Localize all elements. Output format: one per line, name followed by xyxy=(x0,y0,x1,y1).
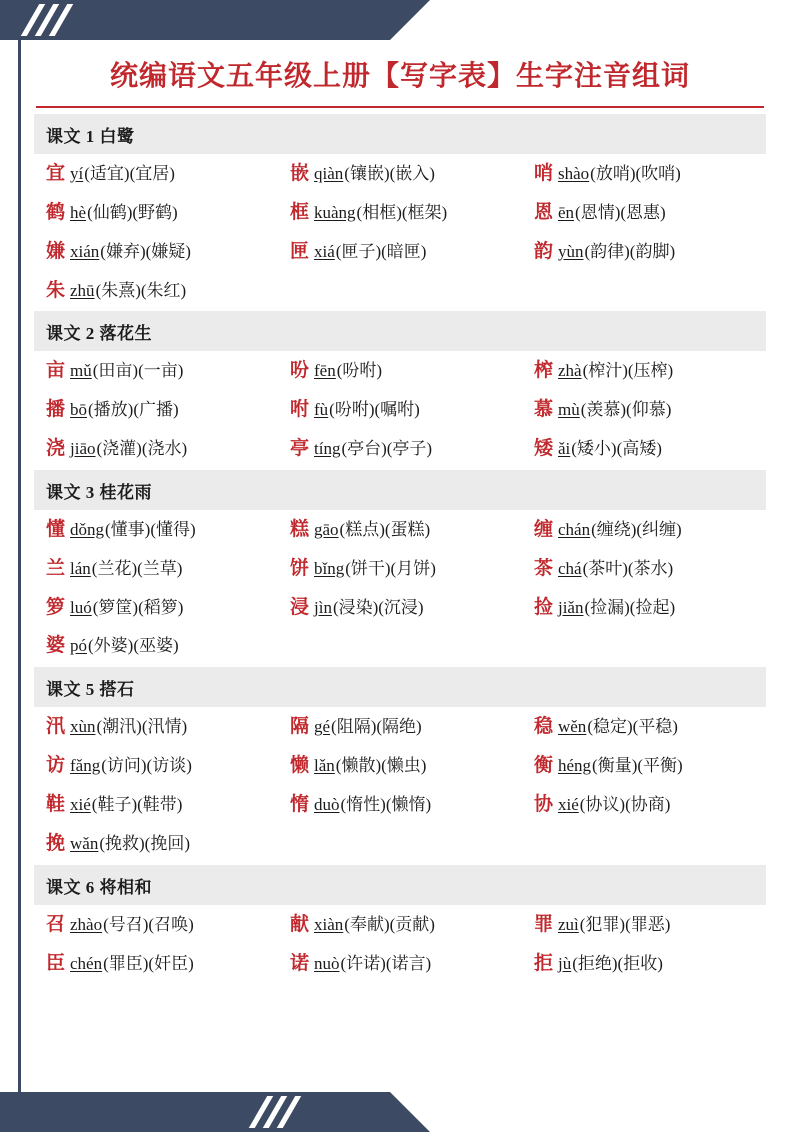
entry-character: 鹤 xyxy=(46,201,66,223)
entry-character: 朱 xyxy=(46,279,66,301)
character-entry xyxy=(278,360,522,382)
character-entry xyxy=(522,953,766,975)
character-entry xyxy=(522,438,766,460)
character-entry xyxy=(278,794,522,816)
character-entry xyxy=(522,241,766,263)
entry-words: (嫌弃)(嫌疑) xyxy=(100,241,191,261)
entry-words: (朱熹)(朱红) xyxy=(95,280,187,300)
entry-words: (潮汛)(汛情) xyxy=(96,717,188,737)
entry-pinyin: xié xyxy=(70,794,91,814)
entry-words: (适宜)(宜居) xyxy=(84,164,175,183)
lesson-heading: 课文 3 桂花雨 xyxy=(34,470,766,510)
entry-pinyin: zuì xyxy=(557,914,579,934)
character-entry xyxy=(522,360,766,382)
character-entry xyxy=(278,755,522,777)
entry-pinyin: fēn xyxy=(314,361,336,381)
entry-character: 挽 xyxy=(46,832,66,854)
entry-pinyin: kuàng xyxy=(314,202,356,222)
entry-row xyxy=(34,271,766,310)
entry-character: 榨 xyxy=(533,360,553,382)
character-entry xyxy=(522,519,766,541)
character-entry xyxy=(34,558,278,580)
character-entry xyxy=(278,953,522,975)
title-divider xyxy=(36,106,764,108)
entry-words: (榨汁)(压榨) xyxy=(582,361,674,381)
character-entry xyxy=(34,794,278,816)
decorative-corner-top-left xyxy=(0,0,430,40)
entry-row xyxy=(34,549,766,588)
lesson-entry-rows xyxy=(34,154,766,311)
entry-character: 糕 xyxy=(289,518,309,540)
corner-bar-bottom xyxy=(0,1092,430,1132)
entry-words: (协议)(协商) xyxy=(579,794,671,814)
entry-character: 稳 xyxy=(533,716,553,738)
entry-words: (外婆)(巫婆) xyxy=(88,636,179,656)
entry-pinyin: yùn xyxy=(557,241,584,261)
entry-character: 咐 xyxy=(289,399,309,421)
entry-words: (播放)(广播) xyxy=(88,400,179,420)
entry-pinyin: fù xyxy=(314,400,329,420)
entry-character: 婆 xyxy=(46,635,66,657)
entry-pinyin: hè xyxy=(70,202,87,222)
entry-pinyin: bō xyxy=(70,400,88,420)
character-entry xyxy=(34,755,278,777)
entry-words: (号召)(召唤) xyxy=(103,914,194,934)
character-entry xyxy=(34,953,278,975)
entry-row xyxy=(34,626,766,665)
entry-character: 汛 xyxy=(46,716,66,738)
entry-character: 亭 xyxy=(289,438,309,460)
character-entry xyxy=(278,438,522,460)
entry-character: 浇 xyxy=(46,438,66,460)
entry-pinyin: xié xyxy=(557,794,579,814)
entry-row xyxy=(34,746,766,785)
entry-pinyin: chén xyxy=(70,953,103,973)
entry-pinyin: duò xyxy=(314,794,340,814)
entry-character: 访 xyxy=(46,755,66,777)
character-entry xyxy=(278,241,522,263)
entry-pinyin: xiá xyxy=(314,241,335,261)
entry-words: (缠绕)(纠缠) xyxy=(591,519,682,539)
lesson-heading: 课文 1 白鹭 xyxy=(34,114,766,154)
entry-pinyin: chá xyxy=(557,558,582,578)
entry-pinyin: wěn xyxy=(557,717,587,737)
entry-character: 播 xyxy=(46,399,66,421)
entry-character: 懒 xyxy=(289,755,309,777)
entry-words: (惰性)(懒惰) xyxy=(340,794,432,814)
entry-words: (访问)(访谈) xyxy=(101,756,192,776)
entry-pinyin: zhào xyxy=(70,914,103,934)
character-entry xyxy=(34,519,278,541)
entry-pinyin: tíng xyxy=(314,439,341,459)
entry-character: 缠 xyxy=(533,518,553,540)
character-entry xyxy=(522,399,766,421)
entry-words: (恩情)(恩惠) xyxy=(575,202,666,222)
character-entry xyxy=(34,716,278,738)
entry-words: (匣子)(暗匣) xyxy=(335,241,427,261)
entry-character: 箩 xyxy=(46,596,66,618)
entry-words: (鞋子)(鞋带) xyxy=(91,794,183,814)
entry-pinyin: pó xyxy=(70,636,88,656)
entry-pinyin: bǐng xyxy=(314,558,345,578)
entry-character: 拒 xyxy=(533,952,553,974)
lesson-list xyxy=(34,114,766,984)
entry-character: 捡 xyxy=(533,596,553,618)
entry-pinyin: wǎn xyxy=(70,833,99,853)
entry-words: (奉献)(贡献) xyxy=(344,914,435,934)
entry-words: (许诺)(诺言) xyxy=(340,953,432,973)
entry-character: 恩 xyxy=(533,201,553,223)
entry-character: 嵌 xyxy=(289,163,309,184)
entry-pinyin: lán xyxy=(70,558,91,578)
entry-character: 嫌 xyxy=(46,240,66,262)
entry-pinyin: xùn xyxy=(70,717,96,737)
entry-pinyin: jù xyxy=(557,953,572,973)
entry-row xyxy=(34,588,766,627)
entry-words: (相框)(框架) xyxy=(356,202,448,222)
entry-words: (兰花)(兰草) xyxy=(91,558,183,578)
entry-row xyxy=(34,154,766,193)
entry-pinyin: jiāo xyxy=(70,439,96,459)
entry-character: 召 xyxy=(46,913,66,935)
entry-character: 懂 xyxy=(46,518,66,540)
decorative-corner-bottom-left xyxy=(0,1092,430,1132)
character-entry xyxy=(278,914,522,936)
character-entry xyxy=(34,360,278,382)
entry-words: (吩咐) xyxy=(336,361,383,381)
entry-character: 匣 xyxy=(289,240,309,262)
entry-pinyin: zhà xyxy=(557,361,582,381)
entry-character: 浸 xyxy=(289,596,309,618)
lesson-entry-rows xyxy=(34,707,766,864)
entry-pinyin: mù xyxy=(557,400,580,420)
entry-character: 协 xyxy=(533,793,553,815)
entry-pinyin: nuò xyxy=(314,953,340,973)
entry-words: (稳定)(平稳) xyxy=(587,717,678,737)
character-entry xyxy=(522,163,766,185)
entry-row xyxy=(34,510,766,549)
entry-words: (镶嵌)(嵌入) xyxy=(344,164,435,183)
entry-pinyin: gāo xyxy=(314,519,339,539)
stripes-icon-bottom xyxy=(258,1096,328,1128)
entry-words: (田亩)(一亩) xyxy=(92,361,184,381)
character-entry xyxy=(34,597,278,619)
character-entry xyxy=(34,399,278,421)
left-vertical-rule xyxy=(18,40,21,1092)
entry-pinyin: xián xyxy=(70,241,100,261)
entry-words: (韵律)(韵脚) xyxy=(584,241,676,261)
entry-pinyin: gé xyxy=(314,717,331,737)
character-entry xyxy=(34,635,278,657)
entry-row xyxy=(34,785,766,824)
character-entry xyxy=(278,202,522,224)
entry-pinyin: jiǎn xyxy=(557,597,584,617)
entry-pinyin: shào xyxy=(557,164,590,183)
entry-words: (犯罪)(罪恶) xyxy=(579,914,671,934)
entry-words: (仙鹤)(野鹤) xyxy=(87,202,178,222)
entry-words: (懂事)(懂得) xyxy=(105,519,196,539)
character-entry xyxy=(34,914,278,936)
entry-words: (挽救)(挽回) xyxy=(99,833,190,853)
entry-character: 隔 xyxy=(289,716,309,738)
entry-words: (放哨)(吹哨) xyxy=(590,164,681,183)
character-entry xyxy=(278,716,522,738)
character-entry xyxy=(278,558,522,580)
stripes-icon-top xyxy=(30,4,100,36)
page-title: 统编语文五年级上册【写字表】生字注音组词 xyxy=(109,61,690,92)
character-entry xyxy=(278,163,522,185)
entry-pinyin: chán xyxy=(557,519,591,539)
entry-character: 亩 xyxy=(46,360,66,382)
character-entry xyxy=(522,755,766,777)
entry-words: (懒散)(懒虫) xyxy=(335,756,427,776)
entry-pinyin: jìn xyxy=(314,597,332,617)
entry-pinyin: luó xyxy=(70,597,92,617)
entry-character: 哨 xyxy=(533,163,553,184)
entry-character: 诺 xyxy=(289,952,309,974)
character-entry xyxy=(522,597,766,619)
entry-pinyin: xiàn xyxy=(314,914,344,934)
character-entry xyxy=(522,202,766,224)
entry-pinyin: ǎi xyxy=(557,439,571,459)
entry-character: 衡 xyxy=(533,755,553,777)
entry-character: 惰 xyxy=(289,793,309,815)
character-entry xyxy=(34,202,278,224)
entry-character: 兰 xyxy=(46,557,66,579)
lesson-entry-rows xyxy=(34,351,766,470)
entry-character: 臣 xyxy=(46,952,66,974)
entry-pinyin: mǔ xyxy=(70,361,92,381)
entry-words: (饼干)(月饼) xyxy=(345,558,436,578)
entry-pinyin: ēn xyxy=(557,202,575,222)
character-entry xyxy=(522,794,766,816)
corner-bar-top xyxy=(0,0,430,40)
entry-character: 献 xyxy=(289,913,309,935)
entry-pinyin: héng xyxy=(557,756,592,776)
entry-pinyin: dǒng xyxy=(70,519,105,539)
document-page xyxy=(28,40,772,1092)
character-entry xyxy=(278,597,522,619)
character-entry xyxy=(34,280,278,302)
entry-character: 吩 xyxy=(289,360,309,382)
lesson-heading: 课文 6 将相和 xyxy=(34,865,766,905)
entry-words: (亭台)(亭子) xyxy=(341,439,433,459)
lesson-entry-rows xyxy=(34,905,766,985)
entry-words: (阻隔)(隔绝) xyxy=(331,717,422,737)
character-entry xyxy=(278,399,522,421)
entry-words: (羡慕)(仰慕) xyxy=(580,400,672,420)
entry-character: 宜 xyxy=(46,163,66,184)
entry-row xyxy=(34,824,766,863)
entry-words: (拒绝)(拒收) xyxy=(572,953,663,973)
entry-row xyxy=(34,193,766,232)
entry-row xyxy=(34,905,766,944)
character-entry xyxy=(34,438,278,460)
entry-words: (箩筐)(稻箩) xyxy=(92,597,184,617)
entry-pinyin: lǎn xyxy=(314,756,335,776)
character-entry xyxy=(34,241,278,263)
character-entry xyxy=(34,163,278,185)
character-entry xyxy=(522,558,766,580)
entry-pinyin: yí xyxy=(70,164,84,183)
entry-words: (捡漏)(捡起) xyxy=(584,597,676,617)
lesson-entry-rows xyxy=(34,510,766,667)
entry-row xyxy=(34,390,766,429)
character-entry xyxy=(522,716,766,738)
entry-row xyxy=(34,232,766,271)
character-entry xyxy=(34,833,278,855)
entry-words: (茶叶)(茶水) xyxy=(582,558,674,578)
entry-words: (糕点)(蛋糕) xyxy=(339,519,431,539)
entry-row xyxy=(34,707,766,746)
entry-row xyxy=(34,944,766,983)
entry-words: (浇灌)(浇水) xyxy=(96,439,188,459)
entry-character: 茶 xyxy=(533,557,553,579)
entry-character: 饼 xyxy=(289,557,309,579)
entry-words: (吩咐)(嘱咐) xyxy=(329,400,420,420)
entry-row xyxy=(34,351,766,390)
entry-words: (罪臣)(奸臣) xyxy=(103,953,194,973)
character-entry xyxy=(522,914,766,936)
entry-words: (矮小)(高矮) xyxy=(571,439,662,459)
entry-character: 罪 xyxy=(533,913,553,935)
entry-character: 韵 xyxy=(533,240,553,262)
entry-character: 鞋 xyxy=(46,793,66,815)
entry-row xyxy=(34,429,766,468)
entry-words: (衡量)(平衡) xyxy=(592,756,683,776)
lesson-heading: 课文 2 落花生 xyxy=(34,311,766,351)
lesson-heading: 课文 5 搭石 xyxy=(34,667,766,707)
entry-character: 框 xyxy=(289,201,309,223)
entry-character: 矮 xyxy=(533,438,553,460)
entry-pinyin: zhū xyxy=(70,280,95,300)
entry-character: 慕 xyxy=(533,399,553,421)
entry-pinyin: qiàn xyxy=(314,164,344,183)
entry-pinyin: fǎng xyxy=(70,756,101,776)
character-entry xyxy=(278,519,522,541)
entry-words: (浸染)(沉浸) xyxy=(332,597,424,617)
